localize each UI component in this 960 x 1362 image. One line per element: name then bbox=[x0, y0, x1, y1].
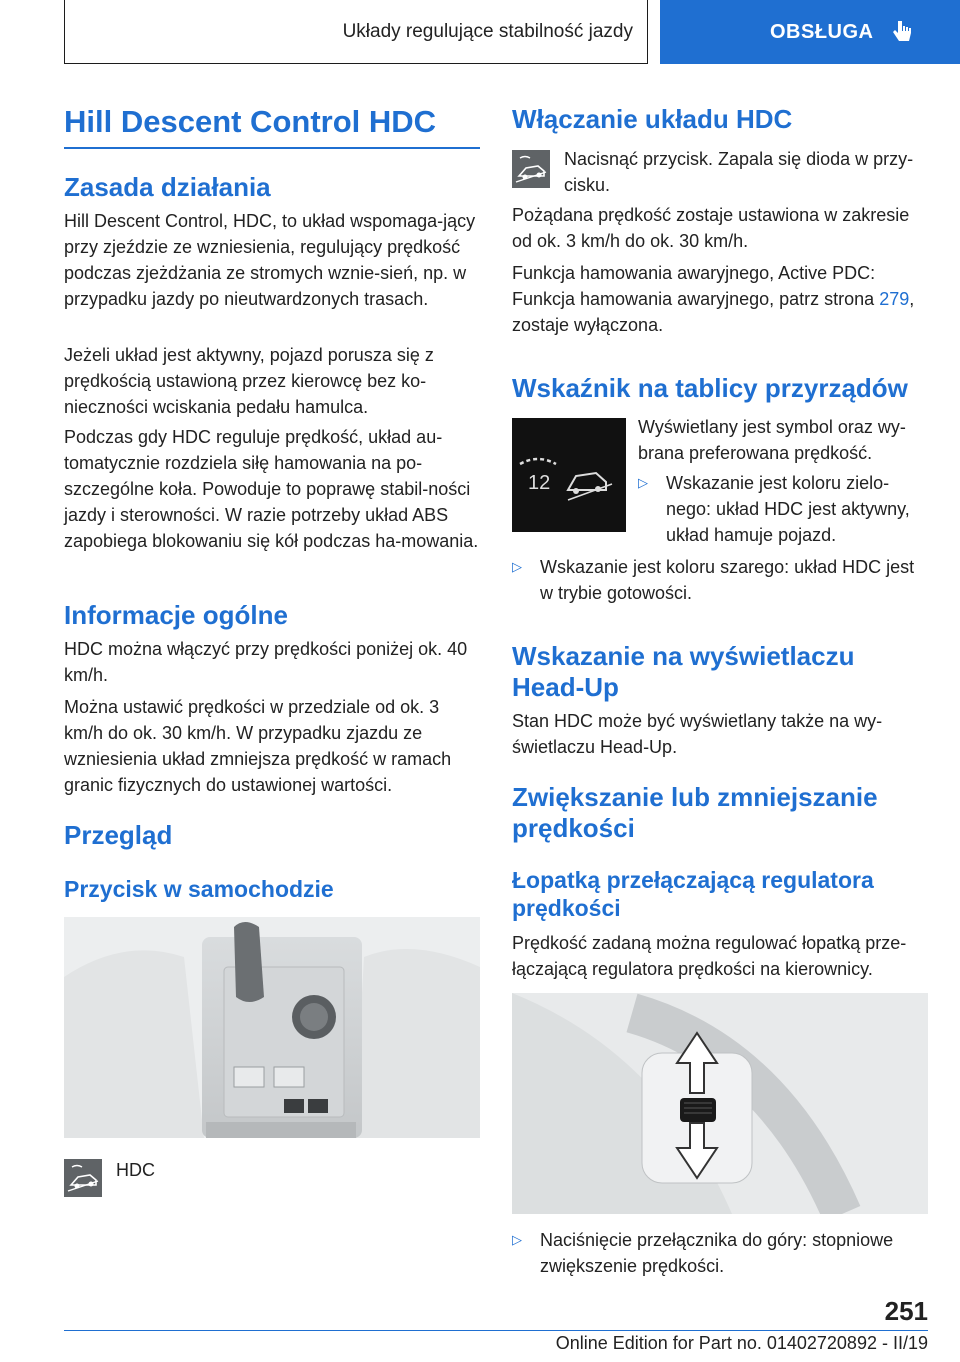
center-console-image bbox=[64, 917, 480, 1138]
bullet-triangle-icon: ▷ bbox=[512, 559, 522, 574]
display-speed: 12 bbox=[528, 472, 551, 494]
para-braking: Podczas gdy HDC reguluje prędkość, układ au-tomatycznie rozdziela siłę hamowania na po-szczególne koła. Powoduje to poprawę stabil-ności jazdy i sterowności. W razie potrzeby układ ABS zapobiega blokowaniu się kół podczas ha-mowania. bbox=[64, 427, 479, 551]
chapter-header bbox=[64, 0, 648, 64]
footer-edition: Online Edition for Part no. 01402720892 - II/19 bbox=[555, 1333, 928, 1353]
section-title: OBSŁUGA bbox=[770, 20, 874, 43]
hdc-label: HDC bbox=[116, 1160, 155, 1180]
hdc-car-icon bbox=[512, 150, 550, 188]
bullet-grey: ▷ Wskazanie jest koloru szarego: układ HDC jest w trybie gotowości. bbox=[512, 554, 928, 610]
footer-rule bbox=[64, 1330, 928, 1331]
para-function: Hill Descent Control, HDC, to układ wspomaga-jący przy zjeździe ze wzniesienia, regulujący prędkość podczas zjeżdżania ze stromych wznie-sień, np. w przypadku jazdy po nieutwardzonych trasach. bbox=[64, 211, 476, 309]
heading-overview: Przegląd bbox=[64, 820, 173, 850]
para-hud: Stan HDC może być wyświetlany także na wy-świetlaczu Head-Up. bbox=[512, 711, 883, 757]
heading-button: Przycisk w samochodzie bbox=[64, 876, 334, 902]
heading-switch-on: Włączanie układu HDC bbox=[512, 104, 793, 134]
para-range: Można ustawić prędkości w przedziale od ok. 3 km/h do ok. 30 km/h. W przypadku zjazdu ze wzniesienia układ zmniejsza prędkość w ramach granic fizycznych do ustawionej wartości. bbox=[64, 697, 452, 795]
para-active: Jeżeli układ jest aktywny, pojazd porusza się z prędkością ustawioną przez kierowcę bez ko-nieczności wciskania pedału hamulca. bbox=[64, 345, 434, 417]
hdc-car-icon bbox=[64, 1159, 102, 1197]
heading-rocker: Łopatką przełączającą regulatora prędkości bbox=[512, 867, 874, 921]
bullet-triangle-icon: ▷ bbox=[638, 475, 648, 490]
para-emergency-brake: Funkcja hamowania awaryjnego, Active PDC: Funkcja hamowania awaryjnego, patrz strona 279, zostaje wyłączona. bbox=[512, 263, 915, 335]
chapter-title: Układy regulujące stabilność jazdy bbox=[342, 20, 633, 42]
para-press-button: Nacisnąć przycisk. Zapala się dioda w przy-cisku. bbox=[564, 149, 914, 195]
heading-function: Zasada działania bbox=[64, 172, 271, 202]
heading-hud: Wskazanie na wyświetlaczu Head-Up bbox=[512, 641, 855, 702]
title-rule bbox=[64, 147, 480, 149]
hand-pointer-icon bbox=[892, 19, 914, 45]
para-indicator: Wyświetlany jest symbol oraz wy-brana preferowana prędkość. bbox=[638, 417, 906, 463]
para-rocker: Prędkość zadaną można regulować łopatką prze-łączającą regulatora prędkości na kierownicy. bbox=[512, 933, 907, 979]
para-speed-limit: HDC można włączyć przy prędkości poniżej ok. 40 km/h. bbox=[64, 639, 468, 685]
heading-change-speed: Zwiększanie lub zmniejszanie prędkości bbox=[512, 782, 878, 843]
section-tab bbox=[660, 0, 960, 64]
page-number: 251 bbox=[884, 1296, 928, 1326]
instrument-display-image bbox=[512, 418, 626, 532]
page-title: Hill Descent Control HDC bbox=[64, 104, 437, 139]
bullet-green: ▷ Wskazanie jest koloru zielo-nego: układ HDC jest aktywny, układ hamuje pojazd. bbox=[638, 470, 928, 550]
heading-general: Informacje ogólne bbox=[64, 600, 288, 630]
bullet-triangle-icon: ▷ bbox=[512, 1232, 522, 1247]
steering-wheel-image bbox=[512, 993, 928, 1214]
page-link[interactable]: 279 bbox=[879, 289, 910, 309]
bullet-speed-up: ▷ Naciśnięcie przełącznika do góry: stopniowe zwiększenie prędkości. bbox=[512, 1227, 928, 1283]
para-speed-range: Pożądana prędkość zostaje ustawiona w zakresie od ok. 3 km/h do ok. 30 km/h. bbox=[512, 205, 910, 251]
heading-indicator: Wskaźnik na tablicy przyrządów bbox=[512, 373, 908, 403]
